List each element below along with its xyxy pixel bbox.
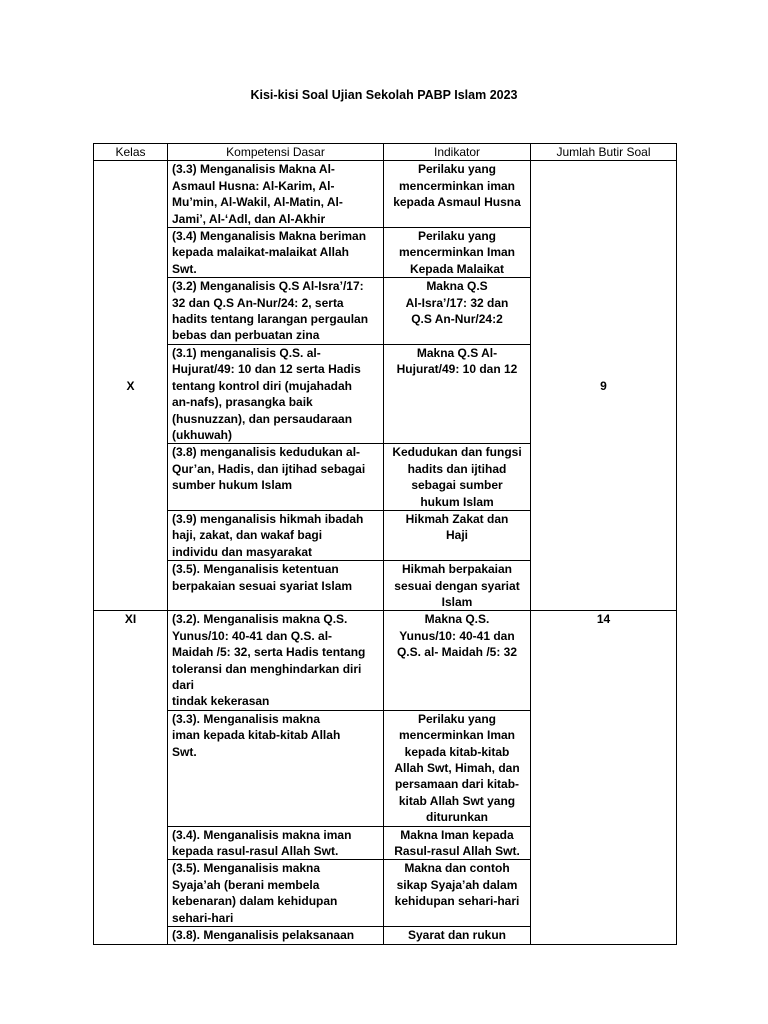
kelas-cell: XI [94,611,168,944]
indikator-cell [384,278,531,345]
kompetensi-dasar-line: sehari-hari [172,910,234,925]
indikator-cell [384,927,531,944]
kompetensi-dasar-cell [168,161,384,228]
header-kompetensi-dasar: Kompetensi Dasar [168,144,384,161]
kompetensi-dasar-line: 32 dan Q.S An-Nur/24: 2, serta [172,295,344,310]
indikator-line: persamaan dari kitab- [394,777,520,792]
kompetensi-dasar-cell [168,710,384,826]
kompetensi-dasar-line: (3.2) Menganalisis Q.S Al-Isra’/17: [172,279,364,294]
indikator-line: Q.S. al- Maidah /5: 32 [396,645,518,660]
kompetensi-dasar-line: berpakaian sesuai syariat Islam [172,578,353,593]
kompetensi-dasar-line: bebas dan perbuatan zina [172,328,320,343]
kompetensi-dasar-cell [168,927,384,944]
kompetensi-dasar-line: Maidah /5: 32, serta Hadis tentang [172,645,366,660]
kompetensi-dasar-line: (3.3) Menganalisis Makna Al- [172,162,335,177]
table-header-row [94,144,677,161]
kompetensi-dasar-line: Jami’, Al-‘Adl, dan Al-Akhir [172,211,326,226]
indikator-cell [384,228,531,278]
indikator-cell [384,561,531,611]
document-title: Kisi-kisi Soal Ujian Sekolah PABP Islam 2023 [250,88,518,102]
indikator-line: sikap Syaja’ah dalam [396,877,518,892]
indikator-line: Kepada Malaikat [409,261,505,276]
indikator-line: Makna Iman kepada [400,827,514,842]
indikator-line: hadits dan ijtihad [407,461,507,476]
kompetensi-dasar-line: individu dan masyarakat [172,544,313,559]
indikator-cell [384,444,531,511]
kelas-cell: X [94,161,168,611]
indikator-line: kepada Asmaul Husna [393,195,521,210]
header-indikator: Indikator [384,144,531,161]
kompetensi-dasar-line: (3.4). Menganalisis makna iman [172,827,352,842]
kompetensi-dasar-line: (3.4) Menganalisis Makna beriman [172,229,367,244]
kisi-kisi-table [93,143,677,945]
kompetensi-dasar-cell [168,278,384,345]
kompetensi-dasar-line: (3.8). Menganalisis pelaksanaan [172,928,355,943]
kompetensi-dasar-line: (3.1) menganalisis Q.S. al- [172,345,321,360]
indikator-line: Makna Q.S Al- [416,345,498,360]
kompetensi-dasar-line: sumber hukum Islam [172,478,293,493]
indikator-line: Syarat dan rukun [407,928,507,943]
indikator-line: Allah Swt, Himah, dan [394,761,520,776]
indikator-line: kepada kitab-kitab [404,744,510,759]
header-jumlah-butir-soal: Jumlah Butir Soal [531,144,677,161]
indikator-line: Q.S An-Nur/24:2 [411,312,503,327]
kompetensi-dasar-line: kepada malaikat-malaikat Allah [172,245,349,260]
indikator-line: mencerminkan Iman [398,728,516,743]
indikator-line: Perilaku yang [417,229,497,244]
kompetensi-dasar-line: (husnuzzan), dan persaudaraan [172,411,353,426]
kompetensi-dasar-cell [168,344,384,443]
kompetensi-dasar-line: Asmaul Husna: Al-Karim, Al- [172,178,335,193]
table-row [94,161,677,228]
kompetensi-dasar-line: (3.5). Menganalisis makna [172,861,321,876]
header-kelas: Kelas [94,144,168,161]
kompetensi-dasar-cell [168,444,384,511]
kompetensi-dasar-line: iman kepada kitab-kitab Allah [172,728,341,743]
kompetensi-dasar-line: Yunus/10: 40-41 dan Q.S. al- [172,628,333,643]
kompetensi-dasar-line: dari [172,678,195,692]
kompetensi-dasar-line: haji, zakat, dan wakaf bagi [172,528,323,543]
kompetensi-dasar-cell [168,826,384,860]
kompetensi-dasar-line: (3.8) menganalisis kedudukan al- [172,445,361,460]
indikator-line: mencerminkan Iman [398,245,516,260]
indikator-line: Makna dan contoh [404,861,510,876]
indikator-line: Perilaku yang [417,162,497,177]
table-row [94,611,677,710]
indikator-line: sebagai sumber [411,478,503,493]
indikator-line: kitab Allah Swt yang [398,793,516,808]
kompetensi-dasar-line: kepada rasul-rasul Allah Swt. [172,844,339,859]
indikator-cell [384,860,531,927]
indikator-line: Hujurat/49: 10 dan 12 [396,362,518,377]
indikator-cell [384,344,531,443]
indikator-cell [384,710,531,826]
jumlah-butir-soal-cell: 14 [531,611,677,944]
kompetensi-dasar-line: toleransi dan menghindarkan diri [172,661,362,676]
kompetensi-dasar-cell [168,860,384,927]
indikator-line: Hikmah berpakaian [401,562,513,577]
table-body [94,161,677,944]
indikator-line: Al-Isra’/17: 32 dan [405,295,509,310]
kompetensi-dasar-line: hadits tentang larangan pergaulan [172,312,369,327]
kompetensi-dasar-line: (3.9) menganalisis hikmah ibadah [172,511,364,526]
kompetensi-dasar-cell [168,561,384,611]
indikator-cell [384,161,531,228]
kompetensi-dasar-cell [168,611,384,710]
kompetensi-dasar-line: (3.5). Menganalisis ketentuan [172,562,339,577]
kompetensi-dasar-line: Mu’min, Al-Wakil, Al-Matin, Al- [172,195,343,210]
indikator-line: diturunkan [426,810,488,825]
indikator-line: Rasul-rasul Allah Swt. [394,844,520,859]
kompetensi-dasar-line: tentang kontrol diri (mujahadah [172,378,353,393]
indikator-line: Yunus/10: 40-41 dan [399,628,515,643]
indikator-line: kehidupan sehari-hari [394,894,520,909]
kompetensi-dasar-line: Swt. [172,744,197,759]
indikator-line: hukum Islam [420,494,494,509]
indikator-cell [384,510,531,560]
jumlah-butir-soal-cell: 9 [531,161,677,611]
indikator-line: mencerminkan iman [398,178,516,193]
indikator-line: Islam [441,594,473,609]
kompetensi-dasar-line: Qur’an, Hadis, dan ijtihad sebagai [172,461,366,476]
kompetensi-dasar-line: an-nafs), prasangka baik [172,395,313,410]
kompetensi-dasar-line: (3.3). Menganalisis makna [172,711,321,726]
indikator-cell [384,611,531,710]
kompetensi-dasar-cell [168,228,384,278]
indikator-line: Perilaku yang [417,711,497,726]
kompetensi-dasar-line: Swt. [172,261,197,276]
kompetensi-dasar-line: (3.2). Menganalisis makna Q.S. [172,612,348,627]
indikator-line: sesuai dengan syariat [394,578,520,593]
kompetensi-dasar-line: (ukhuwah) [172,427,232,442]
indikator-line: Makna Q.S. [424,612,490,627]
kompetensi-dasar-line: kebenaran) dalam kehidupan [172,894,338,909]
kompetensi-dasar-line: Hujurat/49: 10 dan 12 serta Hadis [172,362,361,377]
indikator-line: Makna Q.S [426,279,488,294]
indikator-line: Hikmah Zakat dan [405,511,509,526]
kompetensi-dasar-line: Syaja’ah (berani membela [172,877,320,892]
indikator-cell [384,826,531,860]
kompetensi-dasar-line: tindak kekerasan [172,694,270,709]
kompetensi-dasar-cell [168,510,384,560]
indikator-line: Haji [445,528,468,543]
indikator-line: Kedudukan dan fungsi [392,445,522,460]
